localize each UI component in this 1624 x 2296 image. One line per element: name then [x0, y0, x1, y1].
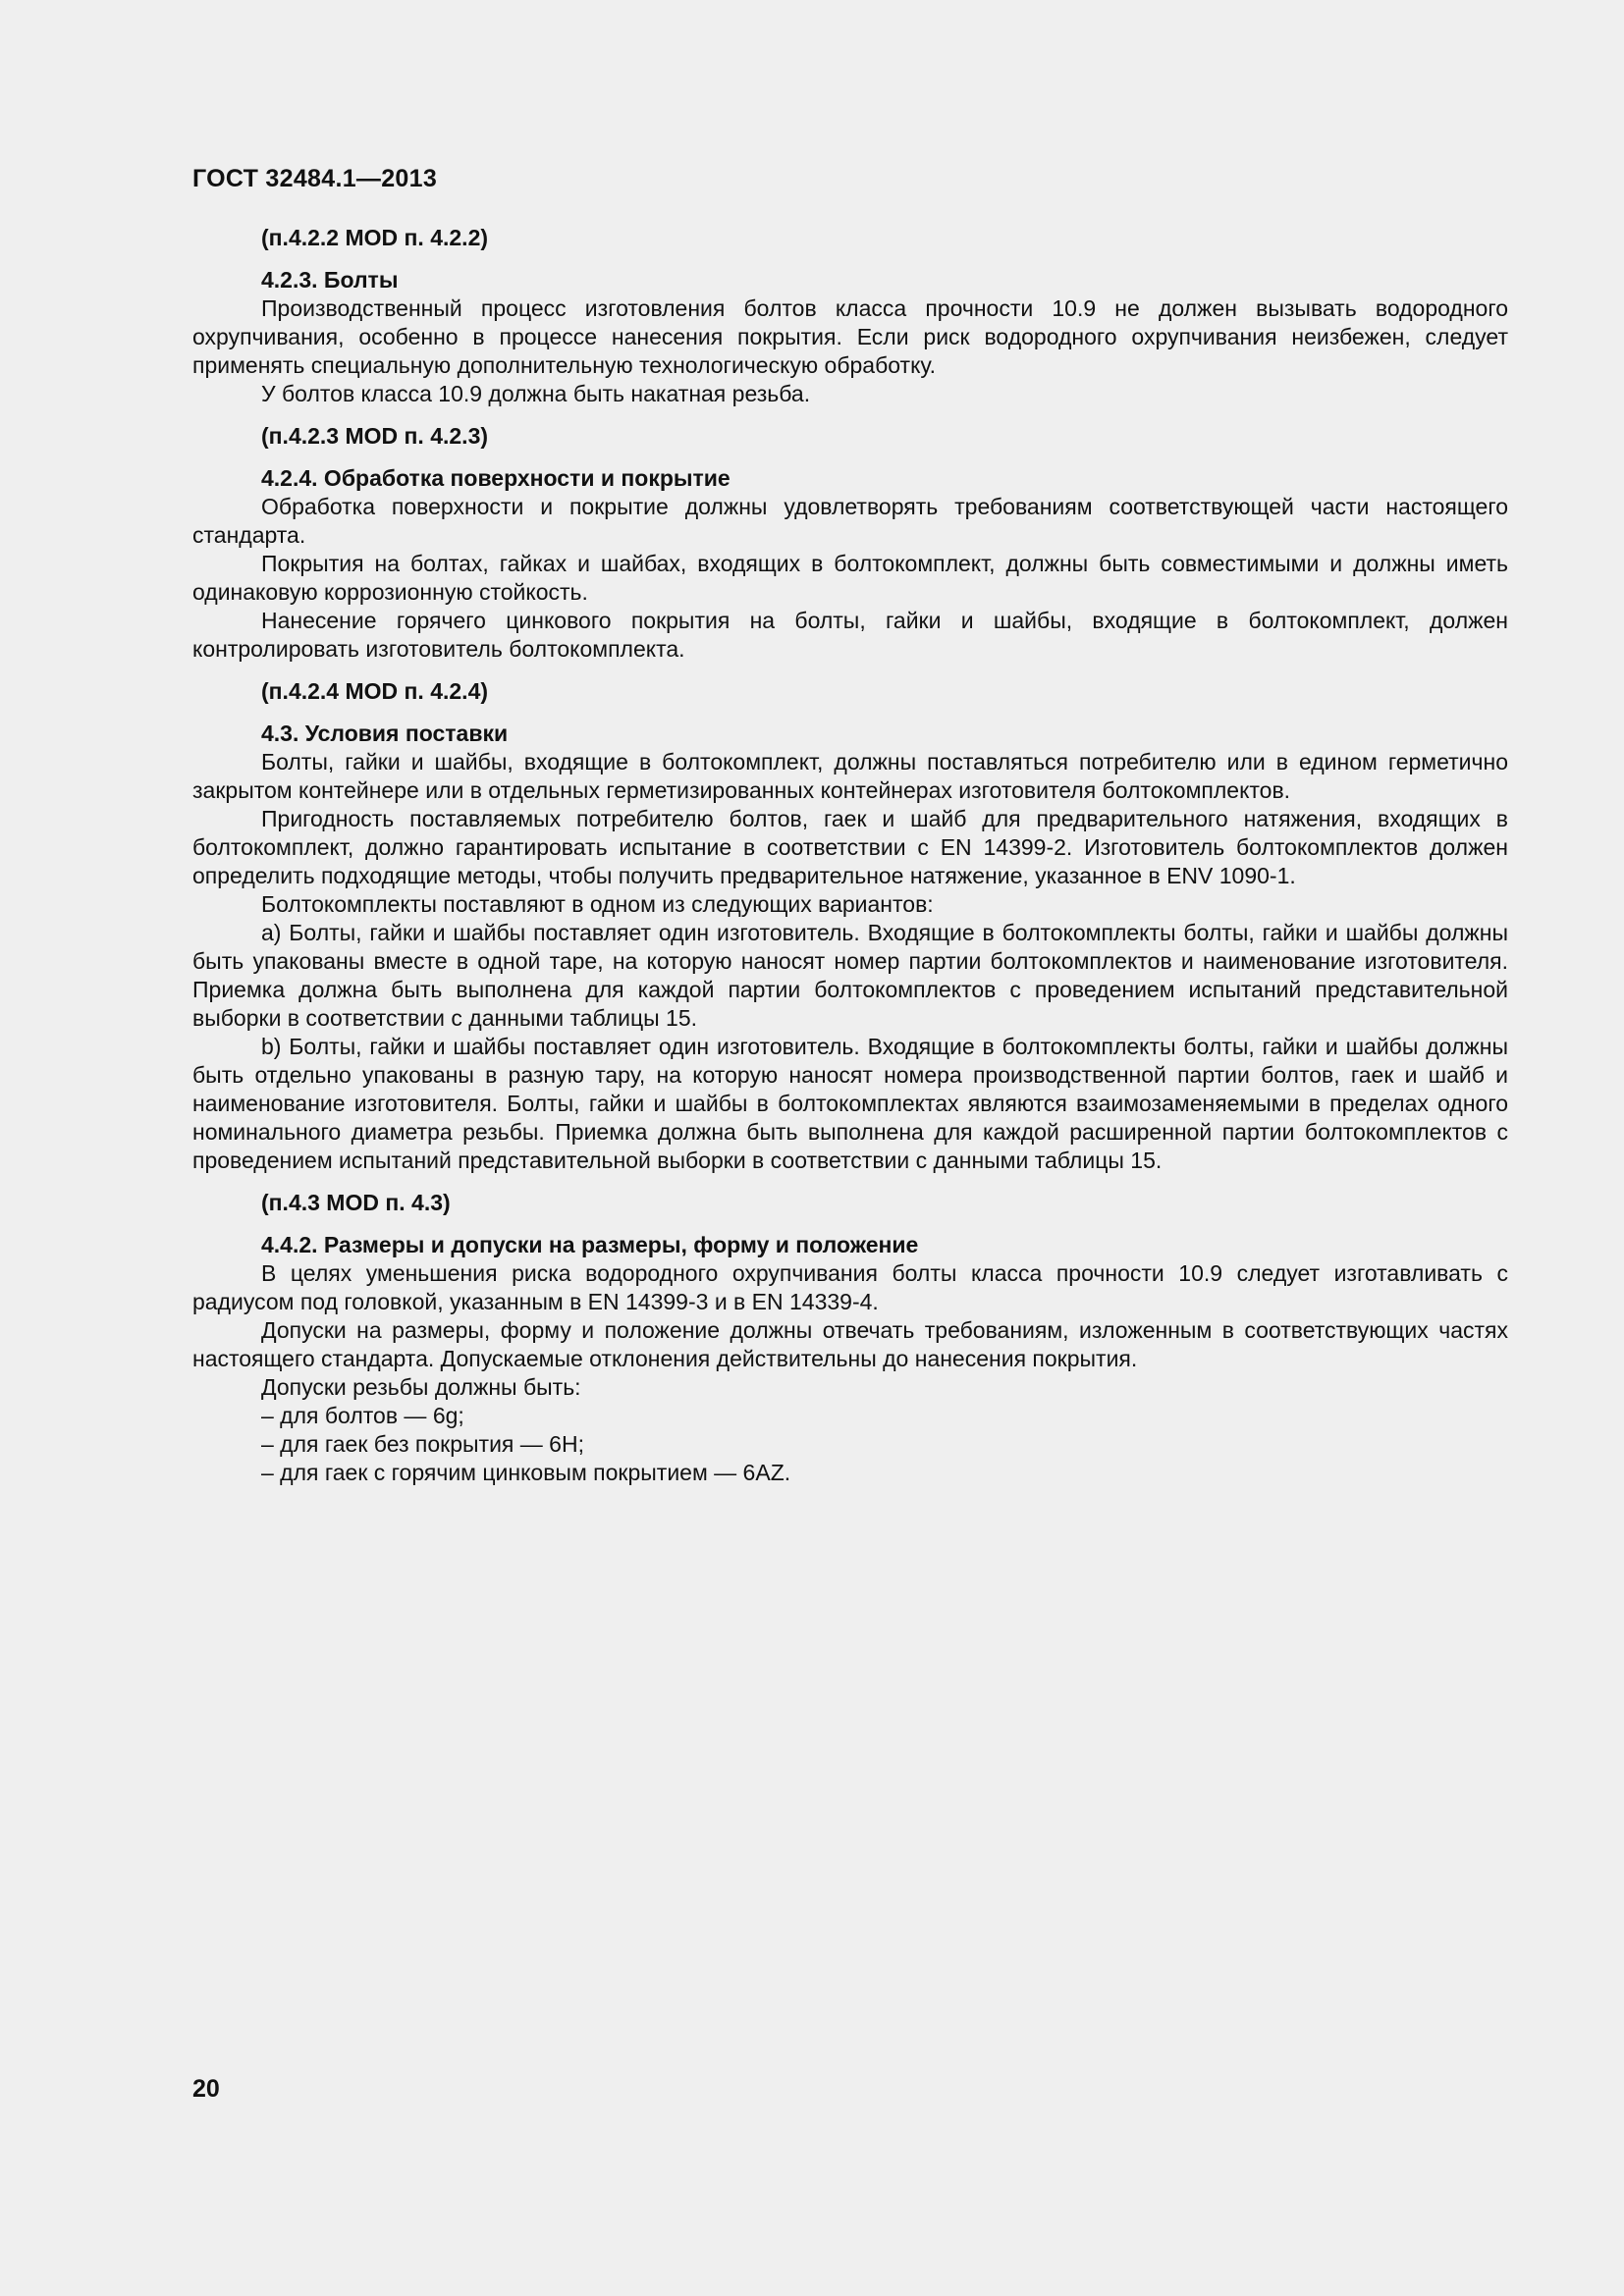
spacer	[192, 1175, 1508, 1189]
spacer	[192, 1217, 1508, 1231]
paragraph: Обработка поверхности и покрытие должны удовлетворять требованиям соответствующей части настоящего стандарта.	[192, 494, 1508, 548]
paragraph: Покрытия на болтах, гайках и шайбах, входящих в болтокомплект, должны быть совместимыми и должны иметь одинаковую коррозионную стойкость.	[192, 551, 1508, 605]
paragraph: Нанесение горячего цинкового покрытия на болты, гайки и шайбы, входящие в болтокомплект, должен контролировать изготовитель болтокомплекта.	[192, 608, 1508, 662]
spacer	[192, 408, 1508, 422]
paragraph: У болтов класса 10.9 должна быть накатная резьба.	[261, 381, 811, 406]
document-header: ГОСТ 32484.1—2013	[192, 165, 438, 192]
paragraph: В целях уменьшения риска водородного охрупчивания болты класса прочности 10.9 следует изготавливать с радиусом под головкой, указанным в EN 14399-3 и в EN 14339-4.	[192, 1260, 1508, 1314]
spacer	[192, 664, 1508, 677]
paragraph: Болтокомплекты поставляют в одном из следующих вариантов:	[261, 891, 934, 917]
paragraph: Допуски резьбы должны быть:	[261, 1374, 581, 1400]
mod-reference: (п.4.2.4 MOD п. 4.2.4)	[261, 678, 489, 704]
paragraph: b) Болты, гайки и шайбы поставляет один изготовитель. Входящие в болтокомплекты болты, гайки и шайбы должны быть отдельно упакованы в разную тару, на которую наносят номера производственной партии болтов, гаек и шайб и наименование изготовителя. Болты, гайки и шайбы в болтокомплектах являются взаимозаменяемыми в пределах одного номинального диаметра резьбы. Приемка должна быть выполнена для каждой расширенной партии болтокомплектов с проведением испытаний представительной выборки в соответствии с данными таблицы 15.	[192, 1034, 1508, 1173]
list-item: – для гаек с горячим цинковым покрытием — 6AZ.	[261, 1460, 791, 1485]
list-item: – для гаек без покрытия — 6H;	[261, 1431, 584, 1457]
paragraph: Болты, гайки и шайбы, входящие в болтокомплект, должны поставляться потребителю или в едином герметично закрытом контейнере или в отдельных герметизированных контейнерах изготовителя болтокомплектов.	[192, 749, 1508, 803]
section-heading: 4.3. Условия поставки	[261, 721, 509, 746]
paragraph: a) Болты, гайки и шайбы поставляет один изготовитель. Входящие в болтокомплекты болты, гайки и шайбы должны быть упакованы вместе в одной таре, на которую наносят номер партии болтокомплектов и наименование изготовителя. Приемка должна быть выполнена для каждой партии болтокомплектов с проведением испытаний представительной выборки в соответствии с данными таблицы 15.	[192, 920, 1508, 1031]
section-heading: 4.2.4. Обработка поверхности и покрытие	[261, 465, 731, 491]
section-heading: 4.4.2. Размеры и допуски на размеры, форму и положение	[261, 1232, 919, 1257]
mod-reference: (п.4.3 MOD п. 4.3)	[261, 1190, 451, 1215]
paragraph: Допуски на размеры, форму и положение должны отвечать требованиям, изложенным в соответствующих частях настоящего стандарта. Допускаемые отклонения действительны до нанесения покрытия.	[192, 1317, 1508, 1371]
document-body	[192, 224, 1508, 1487]
spacer	[192, 451, 1508, 464]
paragraph: Производственный процесс изготовления болтов класса прочности 10.9 не должен вызывать водородного охрупчивания, особенно в процессе нанесения покрытия. Если риск водородного охрупчивания неизбежен, следует применять специальную дополнительную технологическую обработку.	[192, 295, 1508, 378]
section-heading: 4.2.3. Болты	[261, 267, 399, 293]
spacer	[192, 706, 1508, 720]
spacer	[192, 252, 1508, 266]
paragraph: Пригодность поставляемых потребителю болтов, гаек и шайб для предварительного натяжения, входящих в болтокомплект, должно гарантировать испытание в соответствии с EN 14399-2. Изготовитель болтокомплектов должен определить подходящие методы, чтобы получить предварительное натяжение, указанное в ENV 1090-1.	[192, 806, 1508, 888]
list-item: – для болтов — 6g;	[261, 1403, 464, 1428]
page-number: 20	[192, 2075, 220, 2103]
mod-reference: (п.4.2.2 MOD п. 4.2.2)	[261, 225, 489, 250]
mod-reference: (п.4.2.3 MOD п. 4.2.3)	[261, 423, 489, 449]
